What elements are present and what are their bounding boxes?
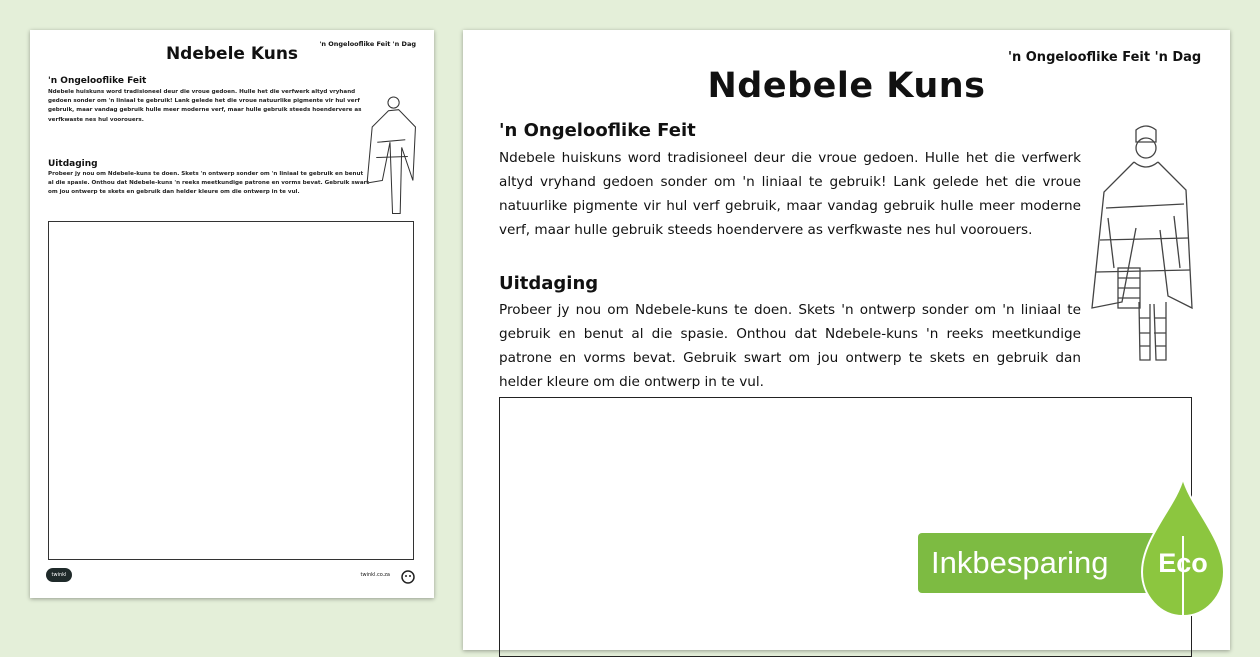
page-title: Ndebele Kuns	[707, 66, 986, 106]
ndebele-figure-icon	[362, 76, 418, 234]
ink-saving-badge	[918, 533, 1236, 593]
tagline: 'n Ongelooflike Feit 'n Dag	[1008, 50, 1202, 65]
badge-label: Inkbesparing	[931, 545, 1109, 580]
eco-label: Eco	[1158, 548, 1208, 578]
drawing-box[interactable]	[499, 397, 1192, 657]
thumbnail-challenge-text: Probeer jy nou om Ndebele-kuns te doen. Skets 'n ontwerp sonder om 'n liniaal te gebruik en benut al die spasie. Onthou dat Ndebele-kuns 'n reeks meetkundige patrone en vorms bevat. Gebruik swart om jou ontwerp te skets en gebruik dan helder kleure om die ontwerp in te vul.	[48, 171, 370, 196]
thumbnail-tagline: 'n Ongelooflike Feit 'n Dag	[319, 40, 416, 48]
thumbnail-challenge-heading: Uitdaging	[48, 159, 98, 169]
badge-bar	[918, 533, 1164, 593]
twinkl-logo: twinkl	[46, 568, 72, 582]
ndebele-figure-icon	[1084, 118, 1194, 368]
thumbnail-fact-text: Ndebele huiskuns word tradisioneel deur die vroue gedoen. Hulle het die verfwerk altyd vryhand gedoen sonder om 'n liniaal te gebruik! Lank gelede het die vroue natuurlike pigmente vir hul verf gebruik, maar vandag gebruik hulle meer moderne verf, maar hulle gebruik steeds hoendervere as verfkwaste nes hul voorouers.	[48, 89, 362, 123]
mascot-icon	[400, 568, 416, 584]
fact-heading: 'n Ongelooflike Feit	[499, 120, 696, 141]
thumbnail-title: Ndebele Kuns	[165, 44, 299, 64]
challenge-text: Probeer jy nou om Ndebele-kuns te doen. Skets 'n ontwerp sonder om 'n liniaal te gebruik en benut al die spasie. Onthou dat Ndebele-kuns 'n reeks meetkundige patrone en vorms bevat. Gebruik swart om jou ontwerp te skets en gebruik dan helder kleure om die ontwerp in te vul.	[499, 302, 1081, 390]
challenge-heading: Uitdaging	[499, 273, 599, 294]
fact-text: Ndebele huiskuns word tradisioneel deur die vroue gedoen. Hulle het die verfwerk altyd vryhand gedoen sonder om 'n liniaal te gebruik! Lank gelede het die vroue natuurlike pigmente vir hul verf gebruik, maar vandag gebruik hulle meer moderne verf, maar hulle gebruik steeds hoendervere as verfkwaste nes hul voorouers.	[499, 150, 1081, 238]
thumbnail-code: twinkl.co.za	[360, 572, 390, 578]
worksheet-thumbnail[interactable]	[30, 30, 434, 598]
thumbnail-drawing-box	[48, 221, 414, 560]
thumbnail-fact-heading: 'n Ongelooflike Feit	[48, 76, 147, 86]
